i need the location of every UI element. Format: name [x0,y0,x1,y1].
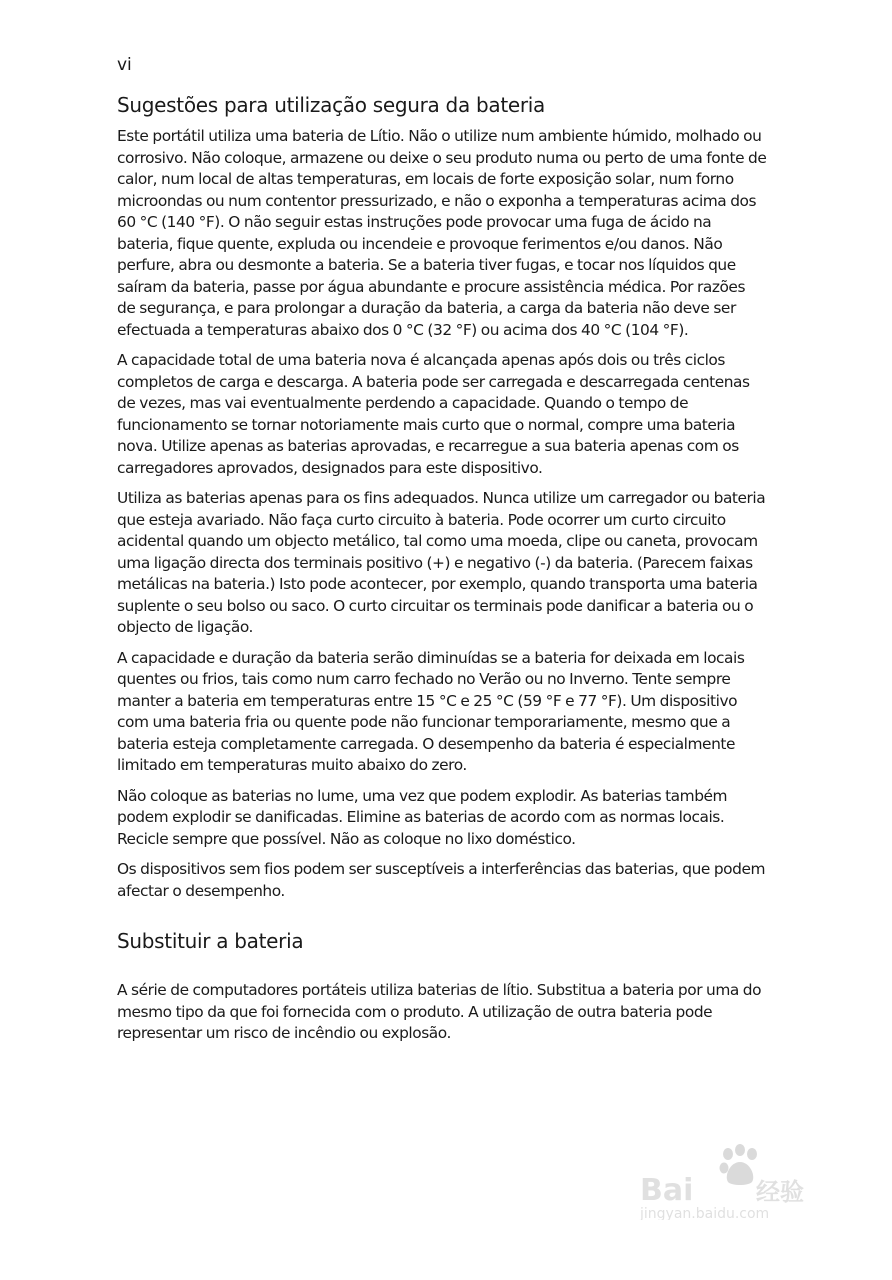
watermark-du: du [702,1179,731,1203]
section-title: Sugestões para utilização segura da bateria [117,93,545,117]
watermark-url: jingyan.baidu.com [640,1206,770,1220]
watermark-brand-cn: 经验 [756,1178,804,1206]
paragraph: A capacidade total de uma bateria nova é alcançada apenas após dois ou três ciclos completos de carga e descarga. A bateria pode ser carregada e descarregada centenas de vezes, mas vai eventualmente perdendo a capacidade. Quando o tempo de funcionamento se tornar notoriamente mais curto que o normal, compre uma bateria nova. Utilize apenas as baterias aprovadas, e recarregue a sua bateria apenas com os carregadores aprovados, designados para este dispositivo. [117,351,750,477]
paragraph: A série de computadores portáteis utiliza baterias de lítio. Substitua a bateria por uma do mesmo tipo da que foi fornecida com o produto. A utilização de outra bateria pode representar um risco de incêndio ou explosão. [117,981,762,1042]
section-battery-safety [117,92,767,902]
paragraph: Não coloque as baterias no lume, uma vez que podem explodir. As baterias também podem explodir se danificadas. Elimine as baterias de acordo com as normas locais. Recicle sempre que possível. Não as coloque no lixo doméstico. [117,786,728,848]
paragraph: Os dispositivos sem fios podem ser susceptíveis a interferências das baterias, que podem afectar o desempenho. [117,860,766,900]
section-replace-battery [117,928,767,1045]
section-title: Substituir a bateria [117,929,304,953]
paragraph: A capacidade e duração da bateria serão diminuídas se a bateria for deixada em locais quentes ou frios, tais como num carro fechado no Verão ou no Inverno. Tente sempre manter a bateria em temperaturas entre 15 °C e 25 °C (59 °F e 77 °F). Um dispositivo com uma bateria fria ou quente pode não funcionar temporariamente, mesmo que a bateria esteja completamente carregada. O desempenho da bateria é especialmente limitado em temperaturas muito abaixo do zero. [117,648,745,774]
document-body [117,92,767,1054]
baidu-watermark-logo [636,1140,836,1220]
paragraph: Utiliza as baterias apenas para os fins adequados. Nunca utilize um carregador ou bateria que esteja avariado. Não faça curto circuito à bateria. Pode ocorrer um curto circuito acidental quando um objecto metálico, tal como uma moeda, clipe ou caneta, provocam uma ligação directa dos terminais positivo (+) e negativo (-) da bateria. (Parecem faixas metálicas na bateria.) Isto pode acontecer, por exemplo, quando transporta uma bateria suplente o seu bolso ou saco. O curto circuitar os terminais pode danificar a bateria ou o objecto de ligação. [117,489,766,636]
page-number: vi [117,55,132,75]
paragraph: Este portátil utiliza uma bateria de Lítio. Não o utilize num ambiente húmido, molhado ou corrosivo. Não coloque, armazene ou deixe o seu produto numa ou perto de uma fonte de calor, num local de altas temperaturas, em locais de forte exposição solar, num forno microondas ou num contentor pressurizado, e não o exponha a temperaturas acima dos 60 °C (140 °F). O não seguir estas instruções pode provocar uma fuga de ácido na bateria, fique quente, expluda ou incendeie e provoque ferimentos e/ou danos. Não perfure, abra ou desmonte a bateria. Se a bateria tiver fugas, e tocar nos líquidos que saíram da bateria, passe por água abundante e procure assistência médica. Por razões de segurança, e para prolongar a duração da bateria, a carga da bateria não deve ser efectuada a temperaturas abaixo dos 0 °C (32 °F) ou acima dos 40 °C (104 °F). [117,127,767,339]
watermark-brand: Bai [640,1173,694,1208]
